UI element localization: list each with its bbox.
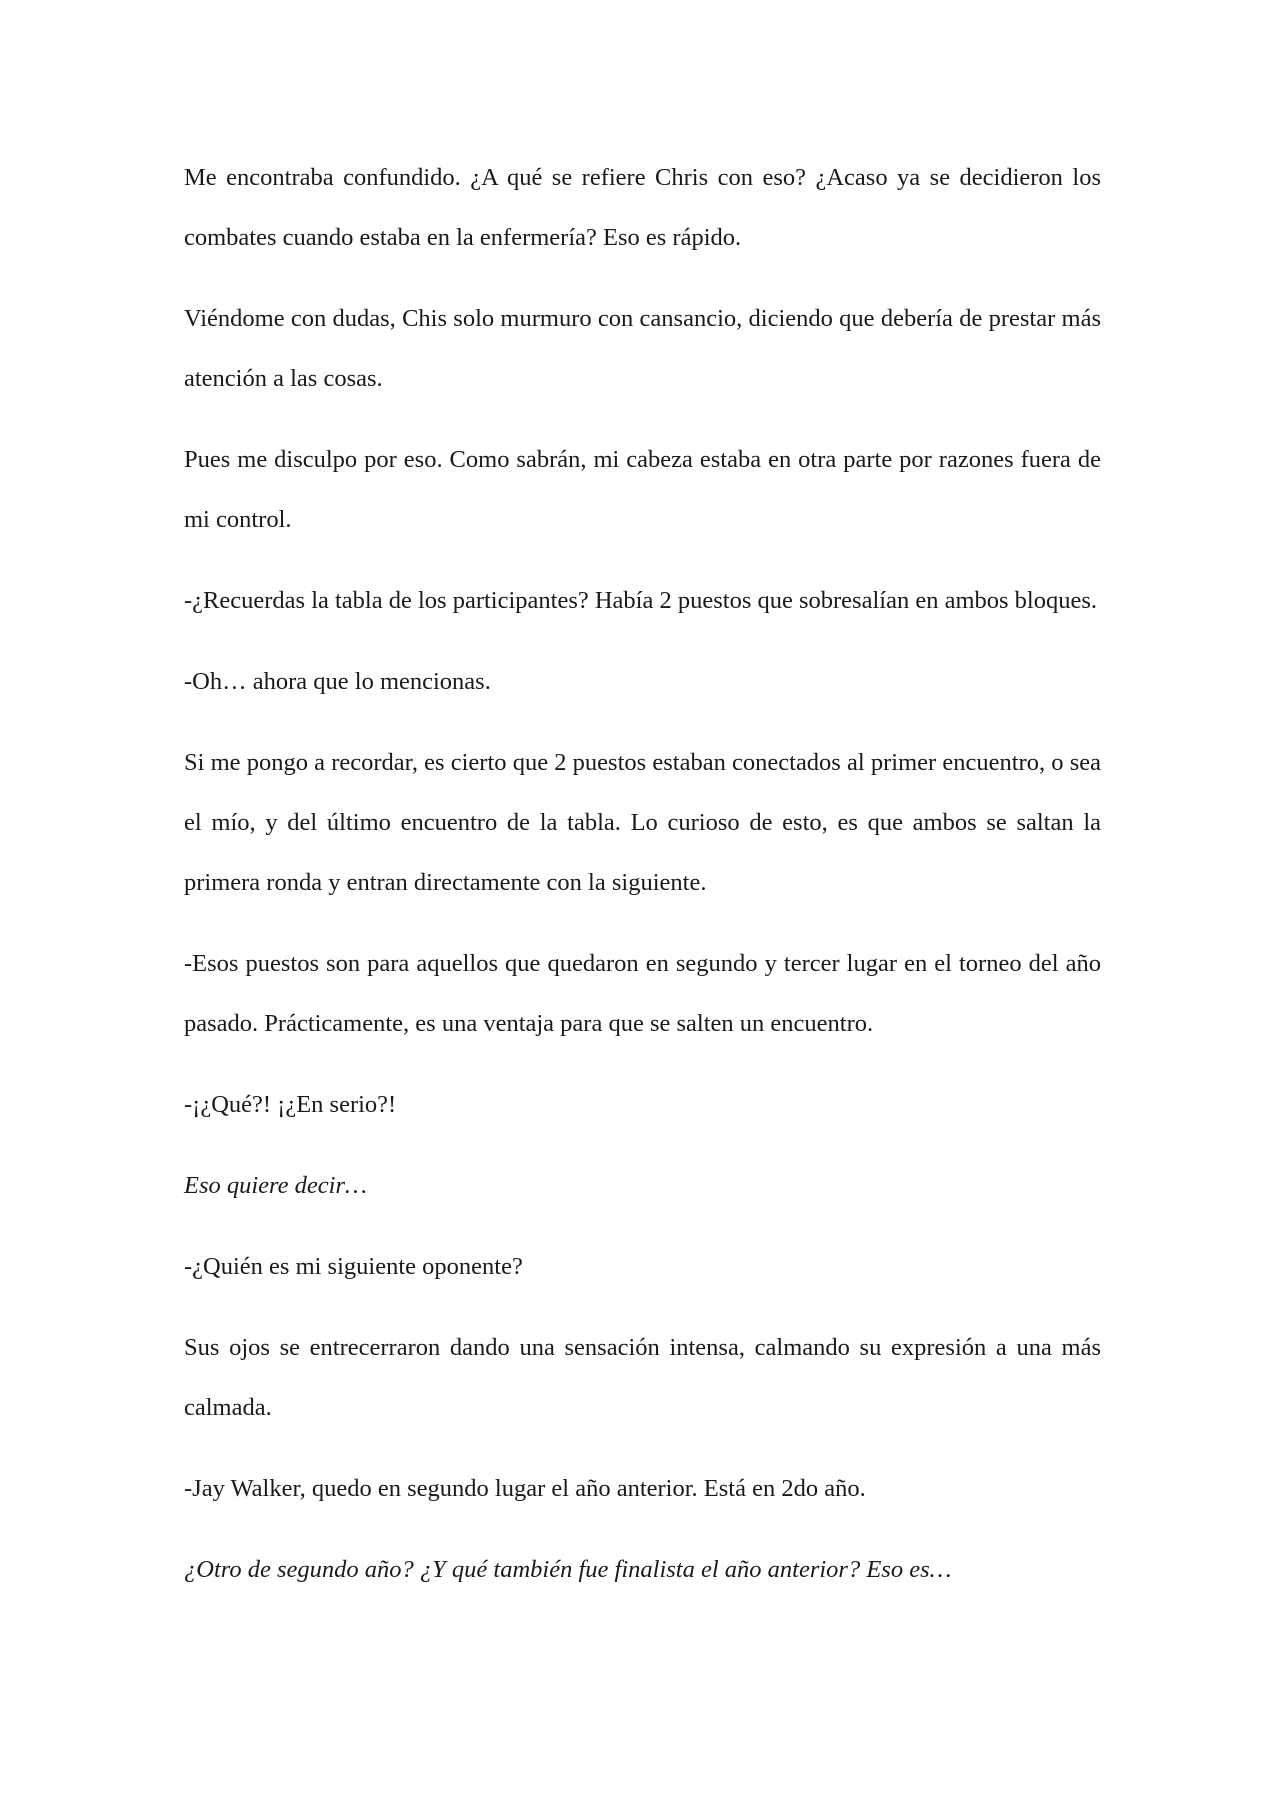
document-body	[184, 148, 1101, 1621]
paragraph: Pues me disculpo por eso. Como sabrán, mi cabeza estaba en otra parte por razones fuera de mi control.	[184, 446, 1101, 533]
dialogue-line: -¿Quién es mi siguiente oponente?	[184, 1253, 523, 1280]
inner-thought: Eso quiere decir…	[184, 1172, 367, 1199]
paragraph: Si me pongo a recordar, es cierto que 2 puestos estaban conectados al primer encuentro, o sea el mío, y del último encuentro de la tabla. Lo curioso de esto, es que ambos se saltan la primera ronda y entran directamente con la siguiente.	[184, 749, 1101, 896]
paragraph: Sus ojos se entrecerraron dando una sensación intensa, calmando su expresión a una más calmada.	[184, 1334, 1101, 1421]
inner-thought: ¿Otro de segundo año? ¿Y qué también fue finalista el año anterior? Eso es…	[184, 1556, 952, 1583]
dialogue-line: -Esos puestos son para aquellos que quedaron en segundo y tercer lugar en el torneo del año pasado. Prácticamente, es una ventaja para que se salten un encuentro.	[184, 950, 1101, 1037]
paragraph: Viéndome con dudas, Chis solo murmuro con cansancio, diciendo que debería de prestar más atención a las cosas.	[184, 305, 1101, 392]
dialogue-line: -¿Recuerdas la tabla de los participantes? Había 2 puestos que sobresalían en ambos bloques.	[184, 587, 1098, 614]
dialogue-line: -Jay Walker, quedo en segundo lugar el año anterior. Está en 2do año.	[184, 1475, 866, 1502]
paragraph: Me encontraba confundido. ¿A qué se refiere Chris con eso? ¿Acaso ya se decidieron los combates cuando estaba en la enfermería? Eso es rápido.	[184, 164, 1101, 251]
dialogue-line: -Oh… ahora que lo mencionas.	[184, 668, 491, 695]
dialogue-line: -¡¿Qué?! ¡¿En serio?!	[184, 1091, 397, 1118]
